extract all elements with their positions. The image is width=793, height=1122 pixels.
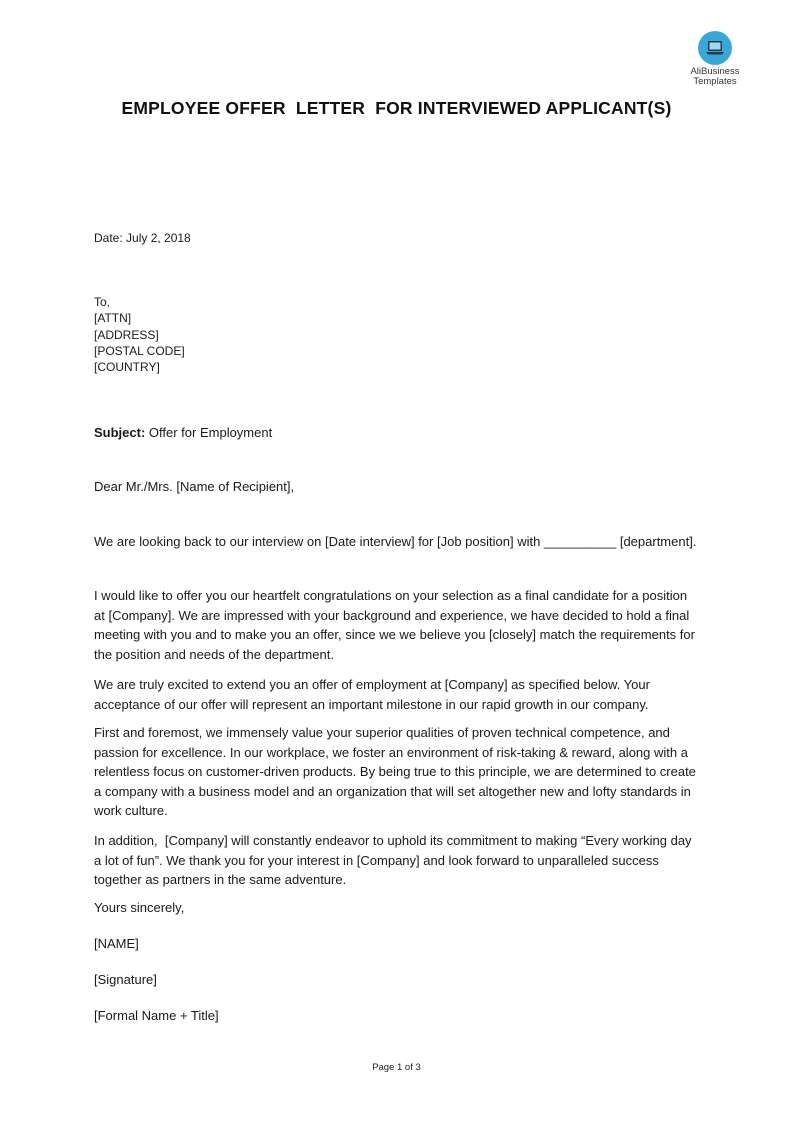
closing: Yours sincerely, xyxy=(94,900,185,915)
page-number: Page 1 of 3 xyxy=(372,1062,421,1073)
brand-logo xyxy=(686,31,744,87)
subject-label: Subject: xyxy=(94,425,146,440)
document-title: EMPLOYEE OFFER LETTER FOR INTERVIEWED APPLICANT(S) xyxy=(121,98,672,118)
subject-line xyxy=(94,425,272,440)
paragraph-congratulations: I would like to offer you our heartfelt congratulations on your selection as a final candidate for a position at [Company]. We are impressed with your background and experience, we have decided to hold a final meeting with you and to make you an offer, since we we believe you [closely] match the requirements for the position and needs of the department. xyxy=(94,588,695,662)
address-to: To, xyxy=(94,295,111,309)
signature-placeholder: [Signature] xyxy=(94,972,157,987)
paragraph-offer: We are truly excited to extend you an offer of employment at [Company] as specified below. Your acceptance of our offer will represent an important milestone in our rapid growth in our company. xyxy=(94,677,650,712)
logo-text-line1: AliBusiness xyxy=(690,66,740,77)
paragraph-commitment: In addition, [Company] will constantly endeavor to uphold its commitment to making “Every working day a lot of fun”. We thank you for your interest in [Company] and look forward to unparalleled success together as partners in the same adventure. xyxy=(94,833,696,887)
laptop-icon xyxy=(698,31,732,65)
signature-name: [NAME] xyxy=(94,936,139,951)
paragraph-values: First and foremost, we immensely value your superior qualities of proven technical competence, and passion for excellence. In our workplace, we foster an environment of risk-taking & reward, along with a relentless focus on customer-driven products. By being true to this principle, we are determined to create a company with a business model and an organization that will set altogether new and lofty standards in work culture. xyxy=(94,725,696,818)
recipient-address xyxy=(94,294,185,375)
paragraph-interview: We are looking back to our interview on [Date interview] for [Job position] with __________ [department]. xyxy=(94,534,697,549)
subject-text: Offer for Employment xyxy=(145,425,273,440)
address-street: [ADDRESS] xyxy=(94,327,159,342)
salutation: Dear Mr./Mrs. [Name of Recipient], xyxy=(94,479,295,494)
address-attn: [ATTN] xyxy=(94,311,132,326)
letter-date: Date: July 2, 2018 xyxy=(94,231,191,245)
signature-formal-name: [Formal Name + Title] xyxy=(94,1008,219,1023)
logo-text-line2: Templates xyxy=(693,76,737,87)
address-postal-code: [POSTAL CODE] xyxy=(94,343,185,358)
address-country: [COUNTRY] xyxy=(94,360,160,375)
